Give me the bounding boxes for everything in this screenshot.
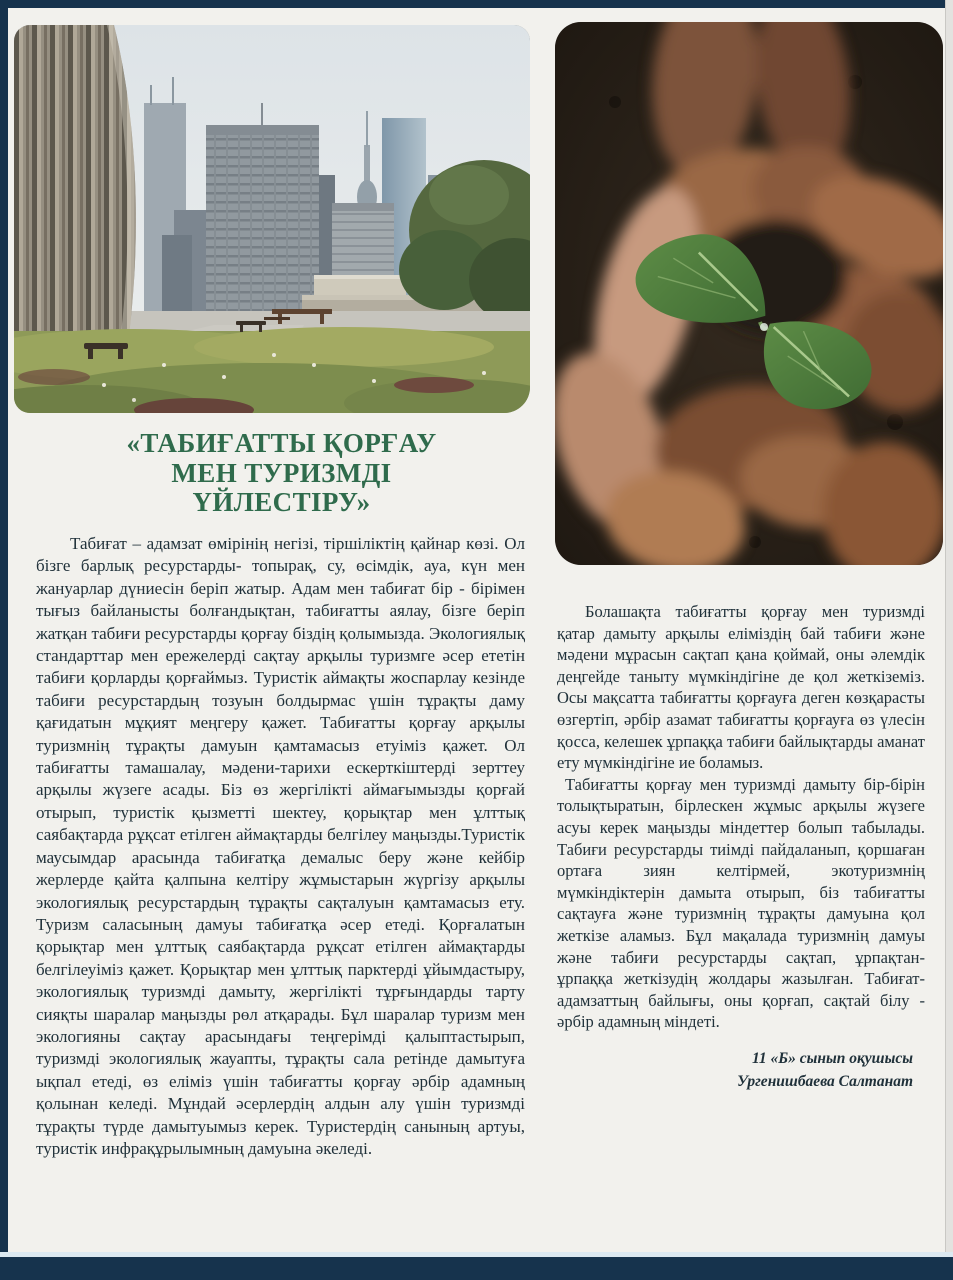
page-border-top — [0, 0, 945, 8]
page-edge-right — [945, 0, 953, 1280]
article-title-line-2: МЕН ТУРИЗМДІ — [171, 457, 392, 488]
hands-seedling-illustration — [555, 22, 943, 565]
green-roof-meadow — [14, 327, 530, 413]
hands-holding-seedling-photo — [555, 22, 943, 565]
article-paragraph-left: Табиғат – адамзат өмірінің негізі, тіршіліктің қайнар көзі. Ол бізге барлық ресурстарды- топырақ, су, өсімдік, ауа, күн мен жануарлар дүниесін беріп жатыр. Адам мен табиғат бір - бірімен тығыз байланысты болғандықтан, табиғатты аялау, бізге беріп жатқан табиғи ресурстарды қорғау біздің қолымызда. Экологиялық стандарттар мен ережелерді сақтау арқылы туризмге әсер ететін табиғи қорларды қорғаймыз. Туристік аймақты жоспарлау кезінде табиғи ресурстардың тозуын болдырмас үшін тұрақты даму қағидатын мұқият меңгеру қажет. Табиғатты қорғау арқылы туризмнің тұрақты дамуын қамтамасыз етуіміз қажет. Ол табиғатты тамашалау, мәдени-тарихи ескерткіштерді зерттеу арқылы жүзеге асады. Біз өз жергілікті аймағымызды қорғай отырып, туристік қызметті шектеу, қорықтар мен ұлттық саябақтарда рұқсат етілген аймақтарды белгілеу маңызды.Туристік маусымдар арасында табиғатқа демалыс беру және кейбір жерлерде қайта қалпына келтіру жұмыстарын жүргізу арқылы экологиялық ресурстардың тұрақты сақталуын қамтамасыз ету. Туризм саласының дамуы табиғатқа әсер етеді. Қорғалатын қорықтар мен ұлттық саябақтарда рұқсат етілген аймақтарды белгілеуіміз қажет. Қорықтар мен ұлттық парктерді ұйымдастыру, экологиялық туризмді дамыту, жергілікті тұрғындарды тарту сияқты шаралар маңызды рөл атқарады. Бұл шаралар туризм мен экологияны сақтау арасындағы теңгерімді қалыптастырып, туризмді экологиялық жауапты, тұрақты сала ретінде дамытуға ықпал етеді, өз еліміз үшін табиғатты қорғау әрбір адамның қолынан келеді. Мұндай әсерлердің алдын алу үшін туризмді тұрақты түрде дамытуымыз керек. Туристердің санының артуы, туристік инфрақұрылымның дамуына әкеледі. — [36, 534, 525, 1158]
article-title-line-1: «ТАБИҒАТТЫ ҚОРҒАУ — [126, 428, 437, 458]
article-paragraph-right-1: Болашақта табиғатты қорғау мен туризмді қатар дамыту арқылы еліміздің бай табиғи және мәдени мұрасын сақтап қана қоймай, оны әлемдік деңгейде таныту мүмкіндігіне де қол жеткіземіз. Осы мақсатта табиғатты қорғауға деген көзқарасты өзгертіп, әрбір азамат табиғатты қорғауға өз үлесін қосса, келешек ұрпаққа табиғи байлықтарды аманат ету мүмкіндігіне ие боламыз. — [557, 602, 925, 773]
city-skyline-green-roof-photo — [14, 25, 530, 413]
city-skyline-illustration — [14, 25, 530, 413]
article-title-line-3: ҮЙЛЕСТІРУ» — [192, 487, 371, 518]
article-left-column — [36, 533, 525, 1160]
article-right-column — [557, 601, 925, 1093]
author-byline — [557, 1047, 925, 1094]
article-title — [38, 429, 525, 518]
author-class: 11 «Б» сынып оқушысы — [751, 1049, 913, 1067]
article-paragraph-right-2: Табиғатты қорғау мен туризмді дамыту бір-бірін толықтыратын, бірлескен жұмыс арқылы жүзеге асуы керек маңызды міндеттер болып табылады. Табиғи ресурстарды тиімді пайдаланып, қоршаған ортаға зиян келтірмей, экотуризмнің мүмкіндіктерін дамыта отырып, біз табиғатты сақтауға және туризмнің тұрақты дамуына қол жеткізе аламыз. Бұл мақалада туризмнің дамуы және табиғи ресурстарды сақтап, ұрпақтан- ұрпаққа жеткізудің жолдары жазылған. Табиғат- адамзаттың байлығы, оны қорғап, сақтай білу - әрбір адамның міндеті. — [557, 774, 925, 1032]
page-border-bottom — [0, 1257, 953, 1280]
page-border-left — [0, 0, 8, 1280]
author-name: Ургенишбаева Салтанат — [737, 1073, 913, 1091]
